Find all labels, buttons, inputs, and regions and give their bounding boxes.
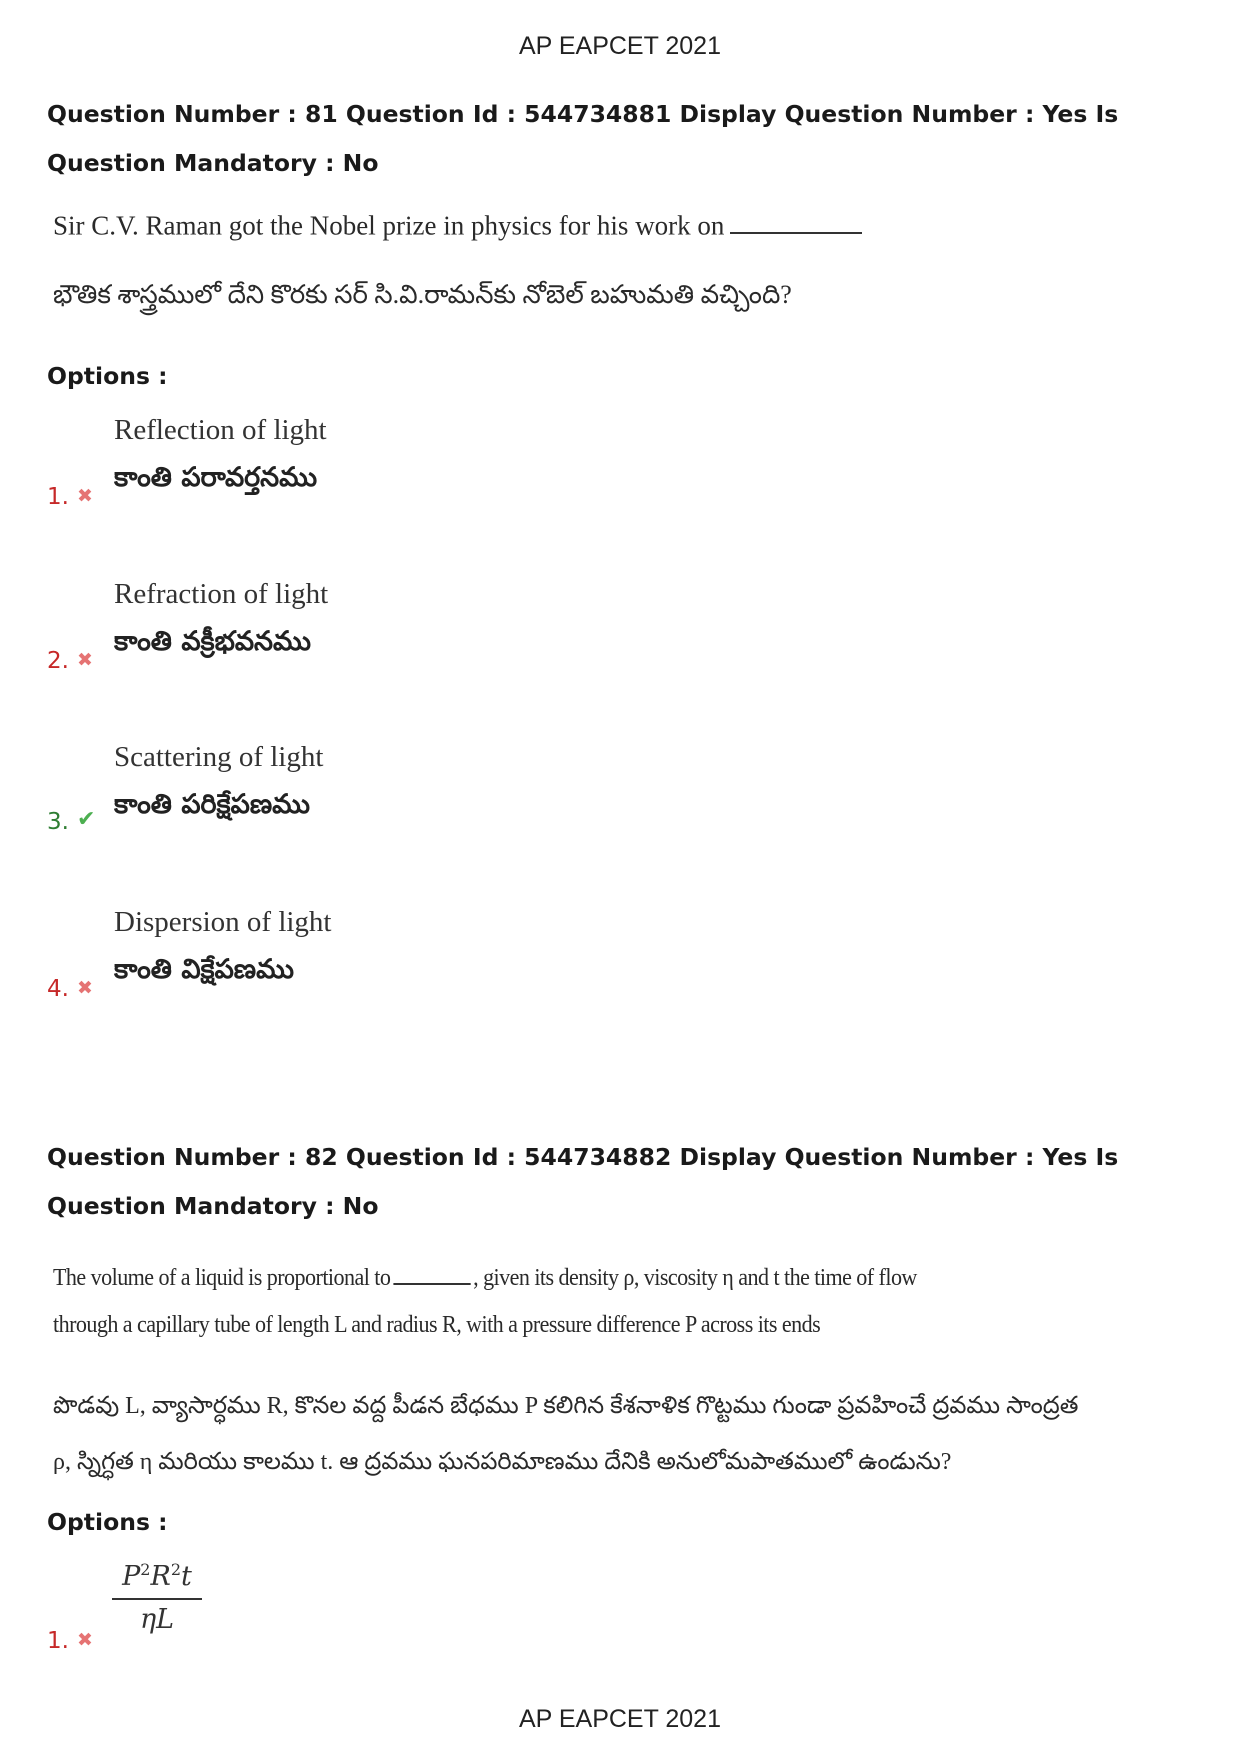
wrong-mark-icon: ✖: [77, 649, 93, 671]
option-number: 1.: [47, 484, 69, 510]
option-formula-fraction: [112, 1560, 202, 1635]
option-number: 1.: [47, 1628, 69, 1654]
question-82-line-2: through a capillary tube of length L and radius R, with a pressure difference P across its ends: [53, 1312, 821, 1338]
option-text-english: Scattering of light: [114, 741, 324, 773]
question-82-text-english: [53, 1255, 917, 1349]
wrong-mark-icon: ✖: [77, 485, 93, 507]
option-text-english: Reflection of light: [114, 414, 327, 446]
var-t: t: [181, 1561, 192, 1592]
question-81-text-english: [53, 208, 862, 241]
option-number: 2.: [47, 648, 69, 674]
option-2: [47, 578, 1047, 718]
fraction-denominator: ηL: [139, 1604, 175, 1635]
page-footer: AP EAPCET 2021: [519, 1705, 721, 1733]
option-4: [47, 906, 1047, 1046]
question-82-telugu-line-2: ρ, స్నిగ్ధత η మరియు కాలము t. ఆ ద్రవము ఘనపరిమాణము దేనికి అనులోమపాతములో ఉండును?: [53, 1449, 952, 1475]
question-81-meta: Question Number : 81 Question Id : 544734881 Display Question Number : Yes Is Question Mandatory : No: [47, 100, 1119, 177]
answer-blank: [730, 208, 862, 234]
wrong-mark-icon: ✖: [77, 1629, 93, 1651]
question-81-text-telugu: భౌతిక శాస్త్రములో దేని కొరకు సర్ సి.వి.రామన్‌కు నోబెల్ బహుమతి వచ్చింది?: [53, 280, 792, 309]
question-82-text-part-b: , given its density ρ, viscosity η and t the time of flow: [473, 1265, 917, 1291]
question-82-telugu-line-1: పొడవు L, వ్యాసార్ధము R, కొనల వద్ద పీడన బేధము P కలిగిన కేశనాళిక గొట్టము గుండా ప్రవహించే ద్రవము సాంద్రత: [53, 1393, 1079, 1419]
correct-check-icon: ✔: [77, 807, 96, 832]
var-p: P: [122, 1561, 141, 1592]
question-82-text-part-a: The volume of a liquid is proportional to: [53, 1265, 391, 1291]
option-1: [47, 414, 1047, 554]
var-r: R: [150, 1561, 171, 1592]
option-3: [47, 741, 1047, 881]
options-label: Options :: [47, 362, 168, 390]
fraction-numerator: [112, 1560, 202, 1600]
exponent: 2: [140, 1560, 151, 1579]
option-text-telugu: కాంతి పరిక్షేపణము: [114, 789, 311, 820]
question-81-text: Sir C.V. Raman got the Nobel prize in physics for his work on: [53, 210, 725, 241]
wrong-mark-icon: ✖: [77, 977, 93, 999]
option-text-telugu: కాంతి వక్రీభవనము: [114, 626, 311, 657]
option-number: 4.: [47, 976, 69, 1002]
option-text-telugu: కాంతి విక్షేపణము: [114, 954, 295, 985]
page-header: AP EAPCET 2021: [519, 32, 721, 60]
option-text-english: Refraction of light: [114, 578, 329, 610]
question-82-meta: Question Number : 82 Question Id : 544734882 Display Question Number : Yes Is Question Mandatory : No: [47, 1143, 1119, 1220]
option-text-english: Dispersion of light: [114, 906, 332, 938]
question-82-text-telugu: [53, 1378, 1078, 1490]
exponent: 2: [170, 1560, 182, 1579]
answer-blank: [393, 1261, 470, 1285]
options-label: Options :: [47, 1508, 168, 1536]
question-82-line-1: [53, 1255, 917, 1302]
option-text-telugu: కాంతి పరావర్తనము: [114, 462, 318, 493]
option-number: 3.: [47, 809, 69, 835]
